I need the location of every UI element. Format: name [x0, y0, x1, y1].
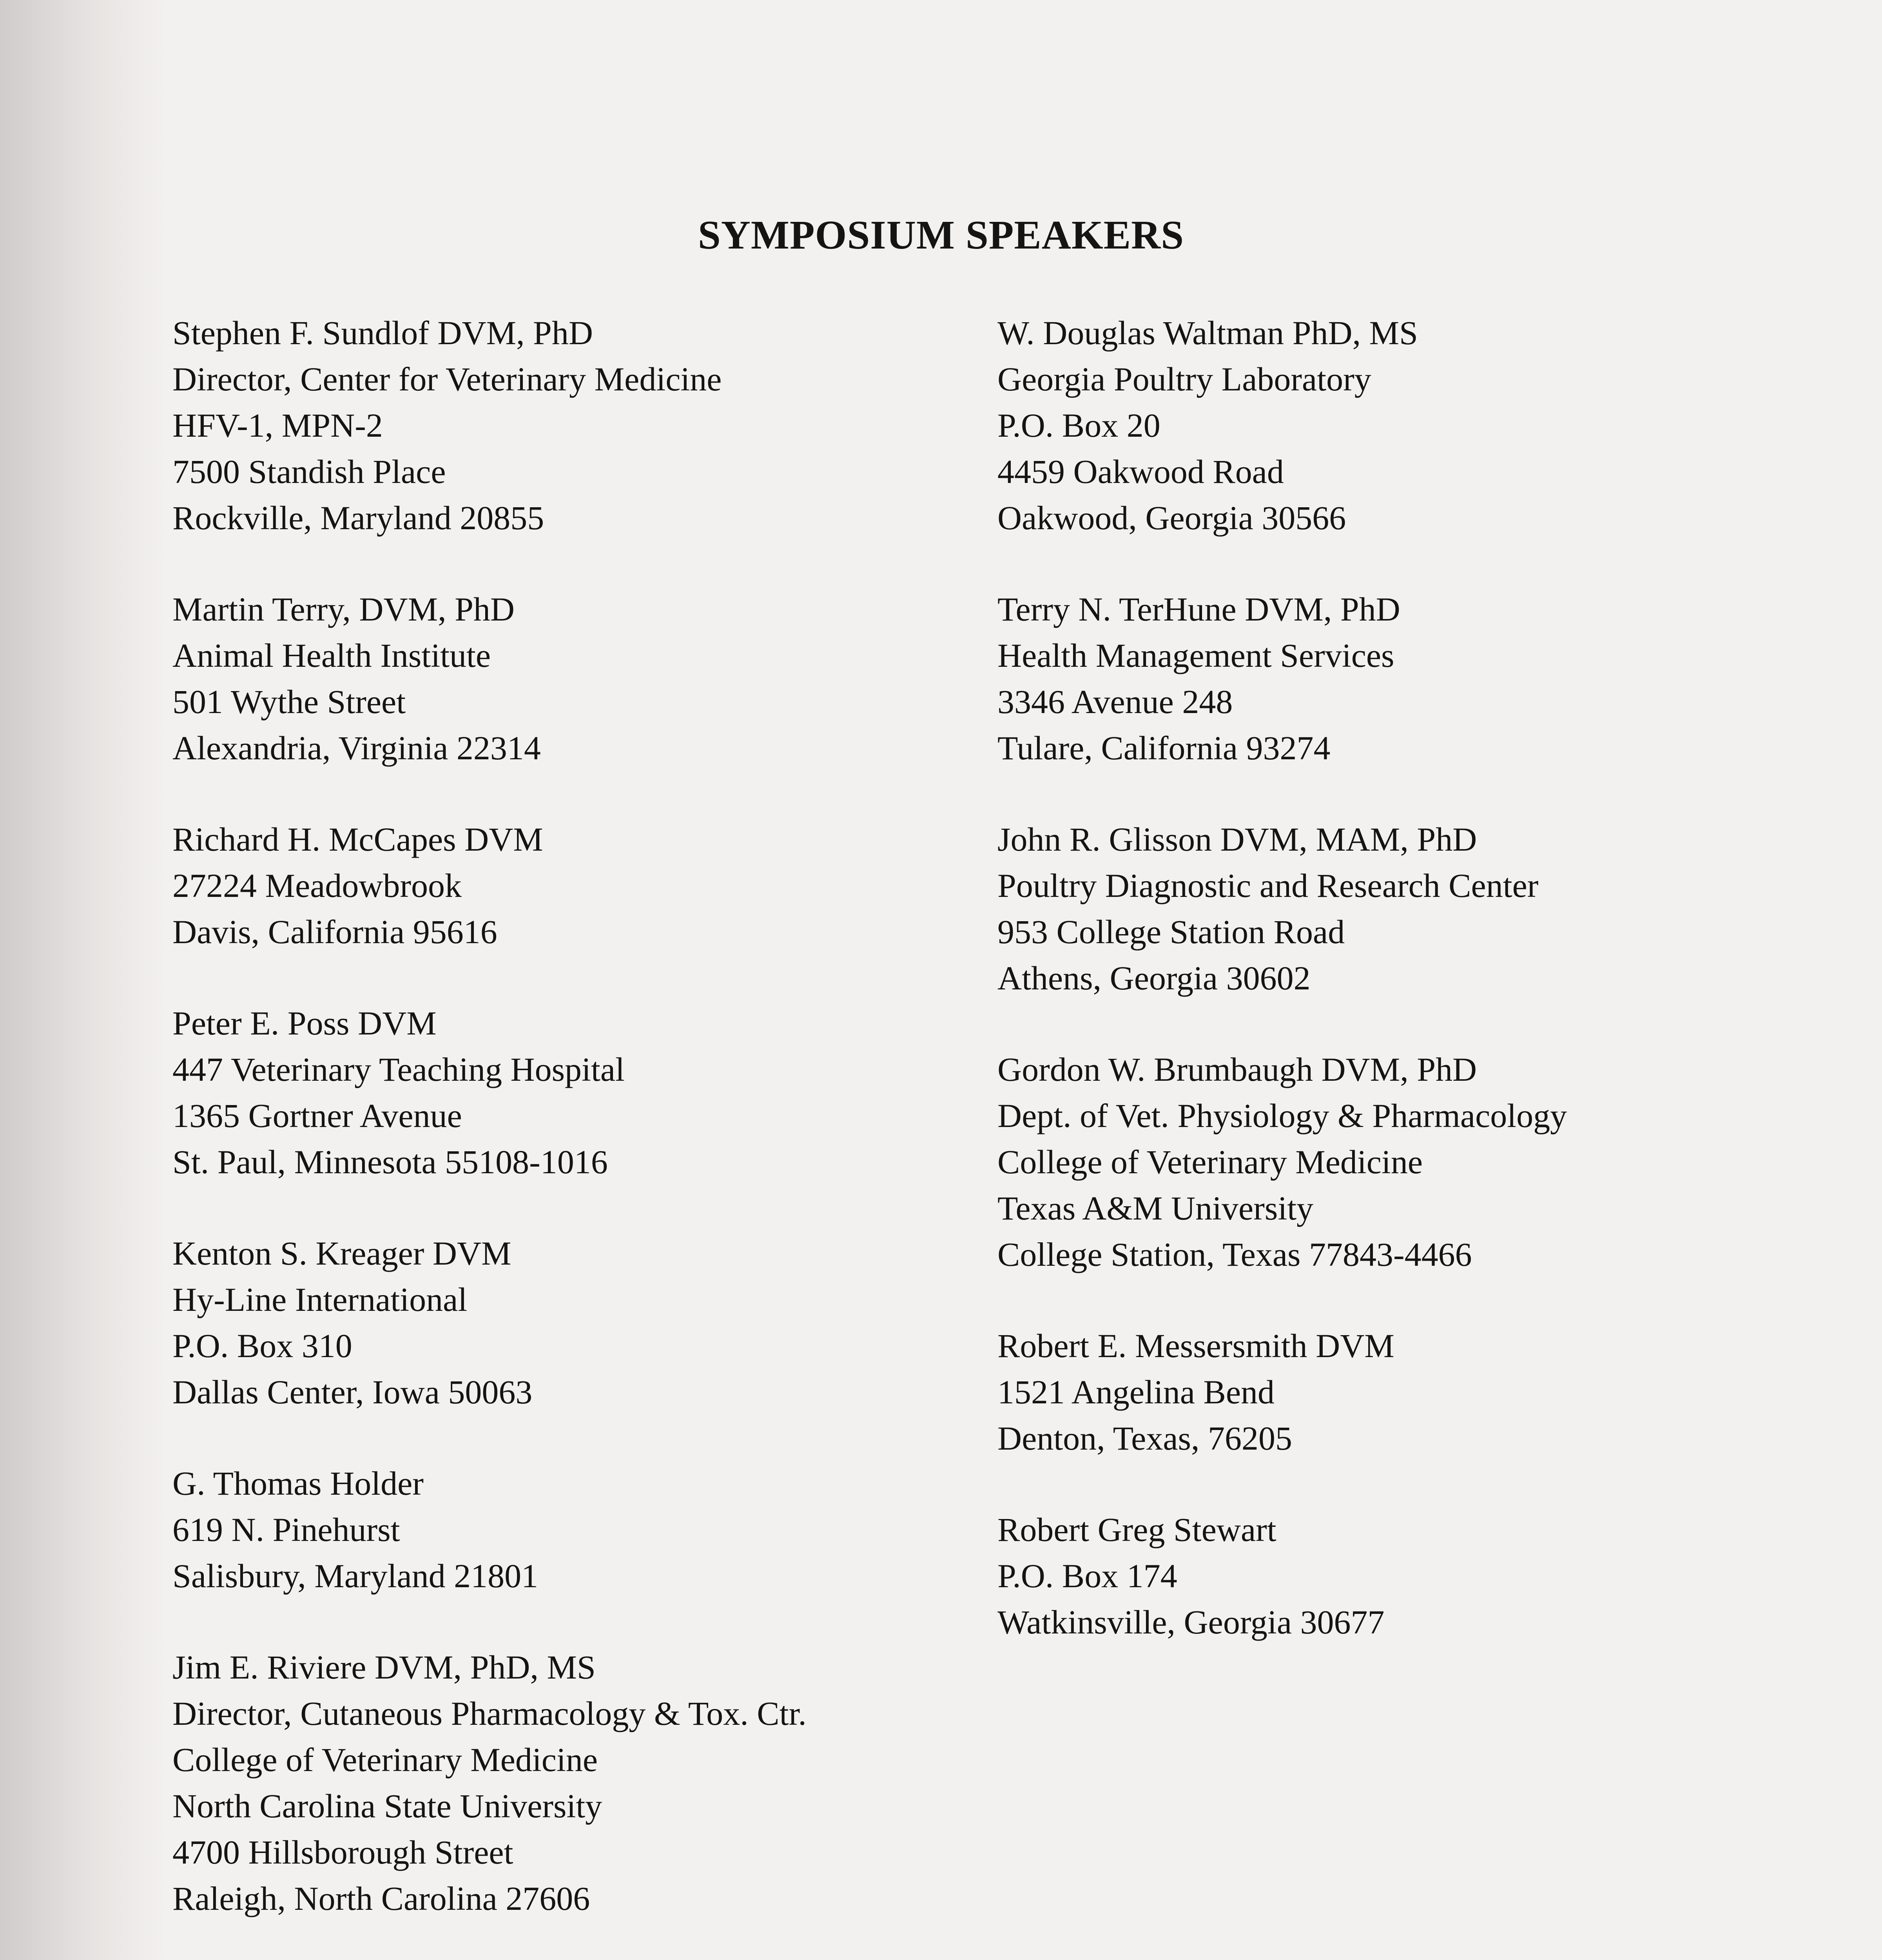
- speaker-entry: [997, 1323, 1781, 1461]
- speaker-entry: [997, 1506, 1781, 1645]
- speaker-name: Peter E. Poss DVM: [172, 1004, 437, 1042]
- speaker-name: W. Douglas Waltman PhD, MS: [997, 314, 1418, 352]
- speaker-address-line: Director, Center for Veterinary Medicine: [172, 360, 722, 398]
- speaker-address-line: Alexandria, Virginia 22314: [172, 729, 541, 767]
- speaker-address-line: Animal Health Institute: [172, 637, 491, 674]
- speaker-entry: [997, 816, 1781, 1001]
- speaker-name: Robert Greg Stewart: [997, 1511, 1276, 1548]
- speaker-entry: [997, 586, 1781, 771]
- speaker-name: Gordon W. Brumbaugh DVM, PhD: [997, 1051, 1477, 1088]
- speaker-address-line: 4459 Oakwood Road: [997, 453, 1284, 490]
- speaker-address-line: College Station, Texas 77843-4466: [997, 1236, 1472, 1273]
- speaker-name: Kenton S. Kreager DVM: [172, 1234, 511, 1272]
- speaker-name: John R. Glisson DVM, MAM, PhD: [997, 820, 1477, 858]
- speaker-name: Richard H. McCapes DVM: [172, 820, 543, 858]
- speaker-address-line: Dallas Center, Iowa 50063: [172, 1373, 533, 1411]
- speaker-entry: [997, 310, 1781, 541]
- speaker-address-line: 619 N. Pinehurst: [172, 1511, 400, 1548]
- speaker-address-line: College of Veterinary Medicine: [172, 1741, 598, 1779]
- speaker-entry: [172, 1230, 976, 1415]
- speaker-address-line: St. Paul, Minnesota 55108-1016: [172, 1143, 608, 1181]
- speaker-address-line: Director, Cutaneous Pharmacology & Tox. Ctr.: [172, 1695, 807, 1732]
- page-edge-shadow: [0, 0, 165, 1960]
- speaker-address-line: College of Veterinary Medicine: [997, 1143, 1423, 1181]
- speaker-address-line: Oakwood, Georgia 30566: [997, 499, 1346, 537]
- speaker-address-line: 27224 Meadowbrook: [172, 867, 462, 904]
- speaker-name: Stephen F. Sundlof DVM, PhD: [172, 314, 593, 352]
- speaker-name: Martin Terry, DVM, PhD: [172, 590, 515, 628]
- speaker-address-line: Salisbury, Maryland 21801: [172, 1557, 538, 1595]
- speaker-address-line: 501 Wythe Street: [172, 683, 406, 720]
- speaker-address-line: Denton, Texas, 76205: [997, 1419, 1292, 1457]
- speaker-address-line: Poultry Diagnostic and Research Center: [997, 867, 1539, 904]
- page-title: SYMPOSIUM SPEAKERS: [698, 212, 1184, 258]
- speaker-entry: [172, 1644, 976, 1922]
- speaker-address-line: Texas A&M University: [997, 1189, 1314, 1227]
- speaker-address-line: P.O. Box 174: [997, 1557, 1177, 1595]
- speaker-name: G. Thomas Holder: [172, 1465, 424, 1502]
- speakers-right-column: [997, 310, 1781, 1690]
- speakers-left-column: [172, 310, 976, 1960]
- speaker-address-line: Watkinsville, Georgia 30677: [997, 1603, 1385, 1641]
- speaker-address-line: 4700 Hillsborough Street: [172, 1833, 513, 1871]
- speaker-address-line: 447 Veterinary Teaching Hospital: [172, 1051, 625, 1088]
- speaker-address-line: 1521 Angelina Bend: [997, 1373, 1275, 1411]
- speaker-address-line: Raleigh, North Carolina 27606: [172, 1880, 590, 1917]
- speaker-name: Terry N. TerHune DVM, PhD: [997, 590, 1400, 628]
- speaker-address-line: Davis, California 95616: [172, 913, 497, 951]
- speaker-entry: [997, 1046, 1781, 1278]
- speaker-name: Robert E. Messersmith DVM: [997, 1327, 1394, 1365]
- speaker-entry: [172, 586, 976, 771]
- speaker-entry: [172, 1460, 976, 1599]
- speaker-entry: [172, 310, 976, 541]
- speaker-address-line: Dept. of Vet. Physiology & Pharmacology: [997, 1097, 1567, 1134]
- speaker-entry: [172, 816, 976, 955]
- speaker-entry: [172, 1000, 976, 1185]
- speaker-address-line: 3346 Avenue 248: [997, 683, 1233, 720]
- speaker-address-line: 953 College Station Road: [997, 913, 1345, 951]
- speaker-address-line: Georgia Poultry Laboratory: [997, 360, 1371, 398]
- speaker-address-line: Tulare, California 93274: [997, 729, 1331, 767]
- speaker-address-line: North Carolina State University: [172, 1787, 602, 1825]
- speaker-name: Jim E. Riviere DVM, PhD, MS: [172, 1648, 596, 1686]
- speaker-address-line: P.O. Box 310: [172, 1327, 352, 1365]
- speaker-address-line: 1365 Gortner Avenue: [172, 1097, 462, 1134]
- speaker-address-line: 7500 Standish Place: [172, 453, 446, 490]
- speaker-address-line: Athens, Georgia 30602: [997, 959, 1311, 997]
- speaker-address-line: P.O. Box 20: [997, 407, 1160, 444]
- speaker-address-line: HFV-1, MPN-2: [172, 407, 383, 444]
- speaker-address-line: Hy-Line International: [172, 1281, 468, 1318]
- speaker-address-line: Rockville, Maryland 20855: [172, 499, 544, 537]
- speaker-address-line: Health Management Services: [997, 637, 1394, 674]
